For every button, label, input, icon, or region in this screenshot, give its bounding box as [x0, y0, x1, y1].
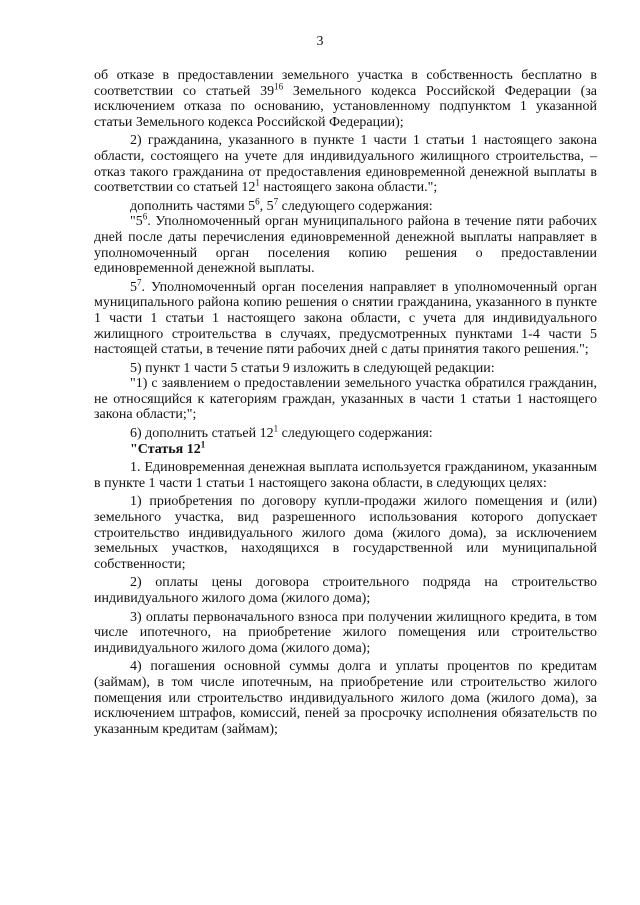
paragraph: "1) с заявлением о предоставлении земельного участка обратился гражданин, не относящийся к категориям граждан, указанных в части 1 статьи 1 настоящего закона области;"; [94, 376, 597, 423]
article-heading: "Статья $12^1$ [130, 439, 206, 457]
paragraph: 4) погашения основной суммы долга и уплаты процентов по кредитам (займам), в том числе ипотечным, на приобретение или строительство жилого помещения или строительство индивидуального жилого дома (жилого дома), за исключением штрафов, комиссий, пеней за просрочку исполнения обязательств по указанным кредитам (займам); [94, 659, 597, 737]
document-body [94, 68, 597, 737]
paragraph: 5) пункт 1 части 5 статьи 9 изложить в следующей редакции: [130, 360, 495, 376]
paragraph: 2) оплаты цены договора строительного подряда на строительство индивидуального жилого дома (жилого дома); [94, 575, 597, 606]
page-number: 3 [316, 34, 324, 49]
paragraph: $5^7$. Уполномоченный орган поселения направляет в уполномоченный орган муниципального района копию решения о снятии гражданина, указанного в пункте 1 части 1 статьи 1 настоящего закона области, с учета для индивидуального жилищного строительства в случаях, предусмотренных пунктами 1-4 части 5 настоящей статьи, в течение пяти рабочих дней с даты принятия такого решения."; [94, 277, 597, 358]
paragraph: 1) приобретения по договору купли-продажи жилого помещения и (или) земельного участка, вид разрешенного использования которого допускает строительство индивидуального жилого дома (жилого дома), за исключением земельных участков, находящихся в государственной или муниципальной собственности; [94, 494, 597, 572]
paragraph: "$5^6$. Уполномоченный орган муниципального района в течение пяти рабочих дней после даты перечисления единовременной денежной выплаты направляет в уполномоченный орган поселения копию решения о предоставлении единовременной денежной выплаты. [94, 211, 597, 277]
paragraph: 6) дополнить статьей $12^1$ следующего содержания: [130, 423, 433, 442]
paragraph: 3) оплаты первоначального взноса при получении жилищного кредита, в том числе ипотечного, на приобретение жилого помещения или строительство индивидуального жилого дома (жилого дома); [94, 609, 597, 656]
paragraph: 2) гражданина, указанного в пункте 1 части 1 статьи 1 настоящего закона области, состоящего на учете для индивидуального жилищного строительства, – отказ такого гражданина от предоставления единовременной денежной выплаты в соответствии со статьей $12^1$ настоящего закона области."; [94, 133, 597, 196]
paragraph: дополнить частями $5^6$, $5^7$ следующего содержания: [130, 196, 433, 214]
paragraph: об отказе в предоставлении земельного участка в собственность бесплатно в соответствии со статьей $39^{16}$ Земельного кодекса Российской Федерации (за исключением отказа по основанию, установленному подпунктом 1 указанной статьи Земельного кодекса Российской Федерации); [94, 68, 597, 130]
paragraph: 1. Единовременная денежная выплата используется гражданином, указанным в пункте 1 части 1 статьи 1 настоящего закона области, в следующих целях: [94, 460, 597, 491]
